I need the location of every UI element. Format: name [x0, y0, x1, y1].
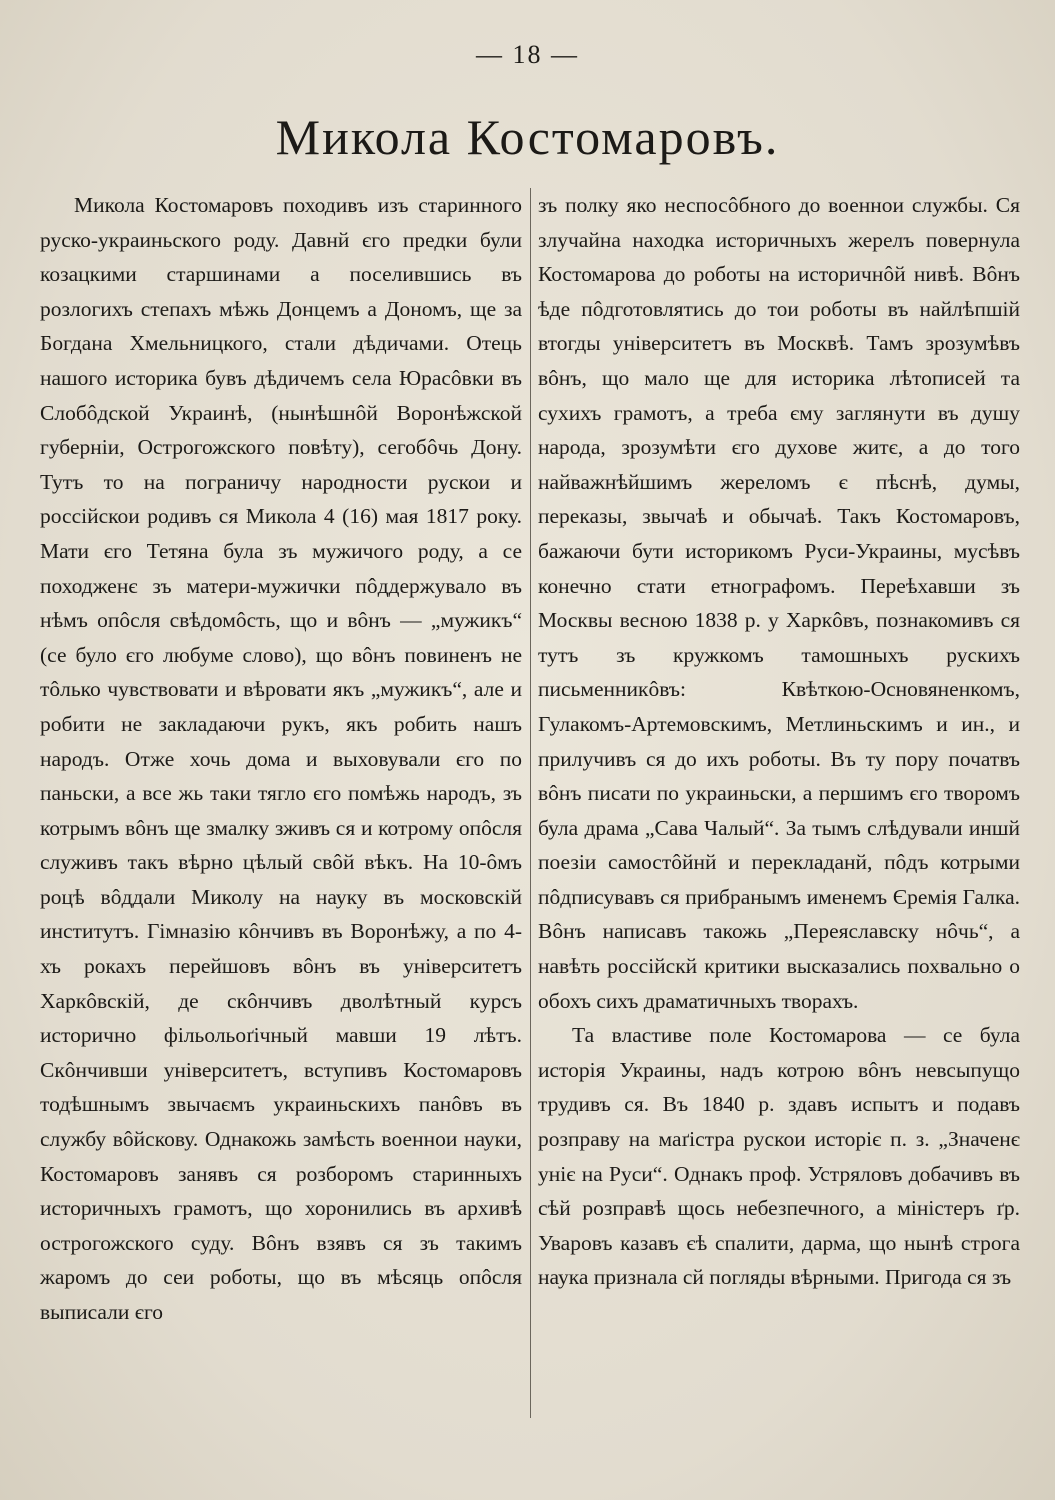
page-number: — 18 — — [476, 40, 579, 69]
paragraph: Микола Костомаровъ походивъ изъ старинного руско-украиньского роду. Давнй єго предки були козацкими старшинами а поселившись въ розлогихъ степахъ мѣжь Донцемъ а Дономъ, ще за Богдана Хмельницкого, стали дѣдичами. Отець нашого историка бувъ дѣдичемъ села Юрасôвки въ Слобôдской Украинѣ, (нынѣшнôй Воронѣжской губерніи, Острогожского повѣту), сегобôчь Дону. Тутъ то на пограничу народности рускои и россійскои родивъ ся Микола 4 (16) мая 1817 року. Мати єго Тетяна була зъ мужичого роду, а се походженє зъ матери-мужички пôддержувало въ нѣмъ опôсля свѣдомôсть, що и вôнъ — „мужикъ“ (се було єго любуме слово), що вôнъ повиненъ не тôлько чувствовати и вѣровати якъ „мужикъ“, але и робити не закладаючи рукъ, якъ робить нашъ народъ. Отже хочь дома и выховували єго по паньски, а все жь таки тягло єго помѣжь народъ, зъ котрымъ вôнъ ще змалку зживъ ся и котрому опôсля служивъ такъ вѣрно цѣлый свôй вѣкъ. На 10-ôмъ роцѣ вôддали Миколу на науку въ московскій институтъ. Гімназію кôнчивъ въ Воронѣжу, а по 4-хъ рокахъ перейшовъ вôнъ въ університетъ Харкôвскій, де скôнчивъ дволѣтный курсъ историчнo фільольоґічный мавши 19 лѣтъ. Скôнчивши університетъ, вступивъ Костомаровъ тодѣшнымъ звычаємъ украиньскихъ панôвъ въ службу вôйскову. Однакожь замѣсть военнои науки, Костомаровъ занявъ ся розборомъ старинныхъ историчныхъ грамотъ, що хоронились въ архивѣ острогожского суду. Вôнъ взявъ ся зъ такимъ жаромъ до сеи роботы, що въ мѣсяць опôсля выписали єго — [40, 193, 522, 1324]
right-column — [538, 188, 1020, 1295]
left-column — [40, 188, 522, 1330]
article-title: Микола Костомаровъ. — [275, 109, 780, 165]
text-columns — [40, 188, 1025, 1428]
paragraph: зъ полку яко неспосôбного до военнои службы. Ся злучайна находка историчныхъ жерелъ повернула Костомарова до роботы на историчнôй нивѣ. Вôнъ ѣде пôдготовлятись до тои роботы въ найлѣпшій втогды університетъ въ Москвѣ. Тамъ зрозумѣвъ вôнъ, що мало ще для историка лѣтописей та сухихъ грамотъ, а треба єму заглянути въ душу народа, зрозумѣти єго духове житє, а до того найважнѣйшимъ жереломъ є пѣснѣ, думы, переказы, звычаѣ и обычаѣ. Такъ Костомаровъ, бажаючи бути историкомъ Руси-Украины, мусѣвъ конечно стати етнографомъ. Переѣхавши зъ Москвы весною 1838 р. у Харкôвъ, познакомивъ ся тутъ зъ кружкомъ тамошныхъ рускихъ письменникôвъ: Квѣткою-Основяненкомъ, Гулакомъ-Артемовскимъ, Метлиньскимъ и ин., и прилучивъ ся до ихъ роботы. Въ ту пору початвъ вôнъ писати по украиньски, а першимъ єго творомъ була драма „Сава Чалый“. За тымъ слѣдували иншй поезіи самостôйнй и перекладанй, пôдъ котрыми пôдписувавъ ся прибранымъ именемъ Єремія Галка. Вôнъ написавъ такожь „Переяславску нôчь“, а навѣть россійскй критики высказались похвально о обохъ сихъ драматичныхъ творахъ. — [538, 193, 1020, 1013]
paragraph: Та властиве поле Костомарова — се була исторія Украины, надъ котрою вôнъ невсыпущо трудивъ ся. Въ 1840 р. здавъ испытъ и подавъ розправу на маґістра рускои исторіє п. з. „Значенє уніє на Руси“. Однакъ проф. Устряловъ добачивъ въ сѣй розправѣ щось небезпечного, а міністеръ ґр. Уваровъ казавъ єѣ спалити, дарма, що нынѣ строга наука признала сй погляды вѣрными. Пригода ся зъ — [538, 1023, 1020, 1290]
column-divider — [530, 188, 531, 1418]
